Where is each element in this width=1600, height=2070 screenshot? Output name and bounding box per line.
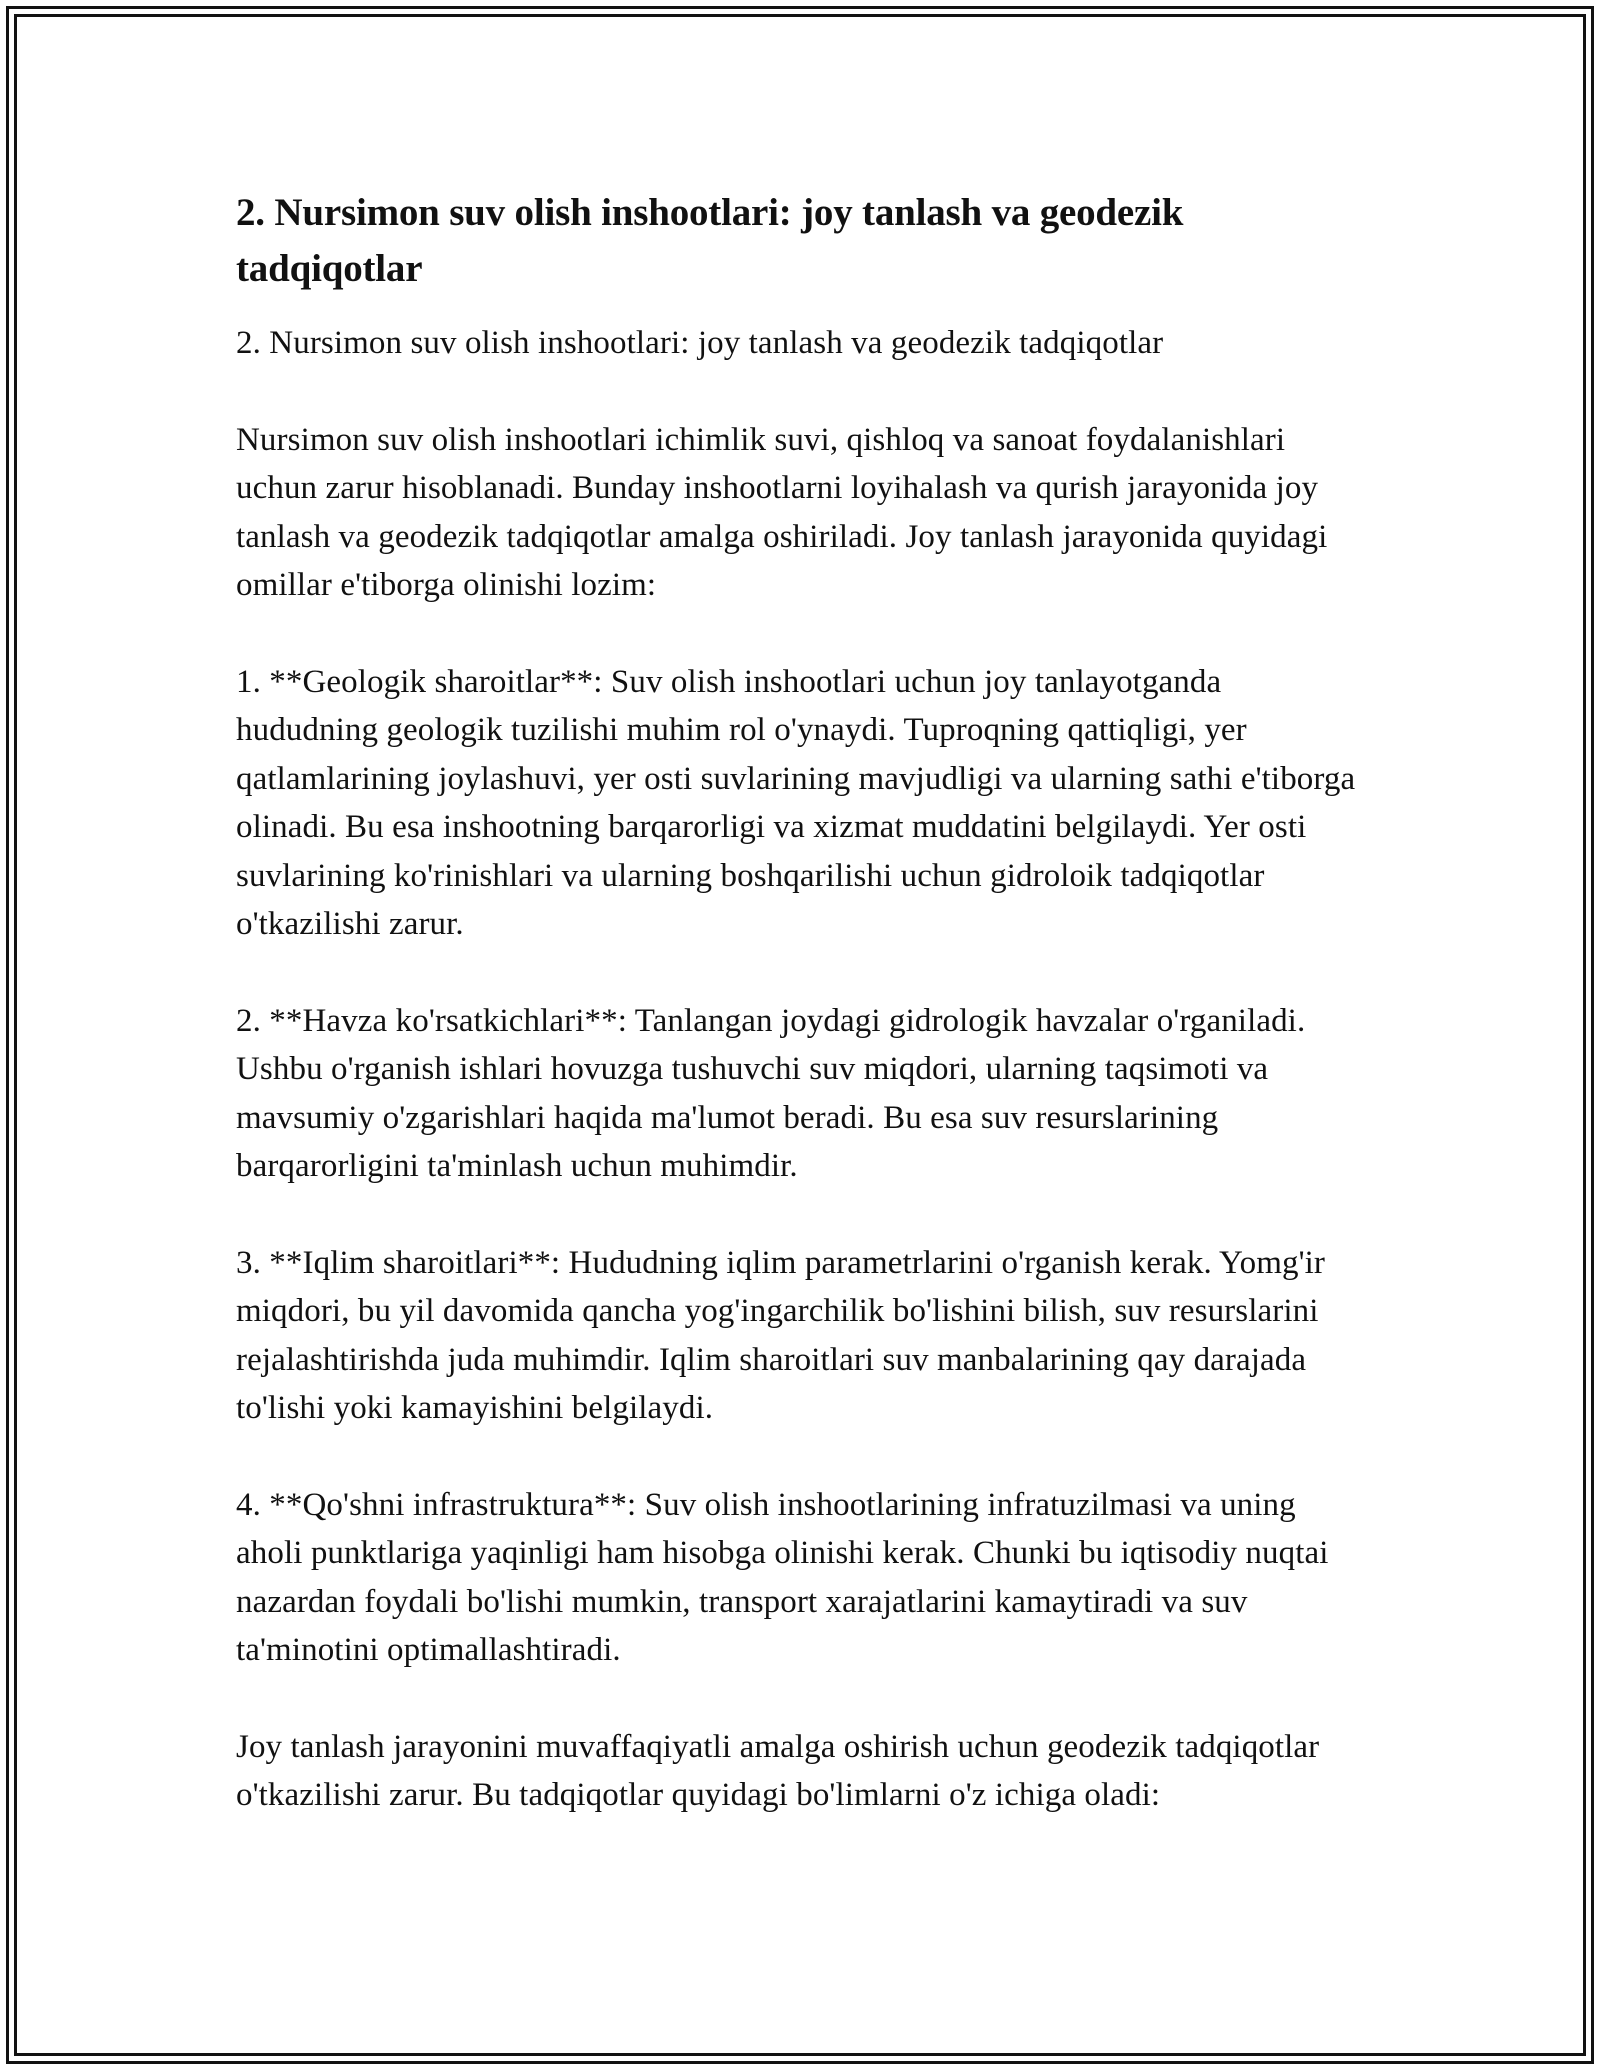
paragraph-title-repeat: 2. Nursimon suv olish inshootlari: joy tanlash va geodezik tadqiqotlar [236,325,1164,361]
paragraph-basin-indicators: 2. **Havza ko'rsatkichlari**: Tanlangan joydagi gidrologik havzalar o'rganiladi. Ushbu o'rganish ishlari hovuzga tushuvchi suv miqdori, ularning taqsimoti va mavsumiy o'zgarishlari haqida ma'lumot beradi. Bu esa suv resurslarining barqarorligini ta'minlash uchun muhimdir. [236,1002,1306,1184]
document-title: 2. Nursimon suv olish inshootlari: joy tanlash va geodezik tadqiqotlar [236,191,1184,290]
paragraph-introduction: Nursimon suv olish inshootlari ichimlik suvi, qishloq va sanoat foydalanishlari uchun zarur hisoblanadi. Bunday inshootlarni loyihalash va qurish jarayonida joy tanlash va geodezik tadqiqotlar amalga oshiriladi. Joy tanlash jarayonida quyidagi omillar e'tiborga olinishi lozim: [236,421,1328,603]
paragraph-geodetic-research: Joy tanlash jarayonini muvaffaqiyatli amalga oshirish uchun geodezik tadqiqotlar o'tkazilishi zarur. Bu tadqiqotlar quyidagi bo'limlarni o'z ichiga oladi: [236,1728,1320,1813]
document-content [236,185,1366,1868]
paragraph-geological-conditions: 1. **Geologik sharoitlar**: Suv olish inshootlari uchun joy tanlayotganda hududning geologik tuzilishi muhim rol o'ynaydi. Tuproqning qattiqligi, yer qatlamlarining joylashuvi, yer osti suvlarining mavjudligi va ularning sathi e'tiborga olinadi. Bu esa inshootning barqarorligi va xizmat muddatini belgilaydi. Yer osti suvlarining ko'rinishlari va ularning boshqarilishi uchun gidroloik tadqiqotlar o'tkazilishi zarur. [236,663,1356,942]
paragraph-climate-conditions: 3. **Iqlim sharoitlari**: Hududning iqlim parametrlarini o'rganish kerak. Yomg'ir miqdori, bu yil davomida qancha yog'ingarchilik bo'lishini bilish, suv resurslarini rejalashtirishda juda muhimdir. Iqlim sharoitlari suv manbalarining qay darajada to'lishi yoki kamayishini belgilaydi. [236,1244,1325,1426]
paragraph-neighboring-infrastructure: 4. **Qo'shni infrastruktura**: Suv olish inshootlarining infratuzilmasi va uning aholi punktlariga yaqinligi ham hisobga olinishi kerak. Chunki bu iqtisodiy nuqtai nazardan foydali bo'lishi mumkin, transport xarajatlarini kamaytiradi va suv ta'minotini optimallashtiradi. [236,1486,1329,1668]
